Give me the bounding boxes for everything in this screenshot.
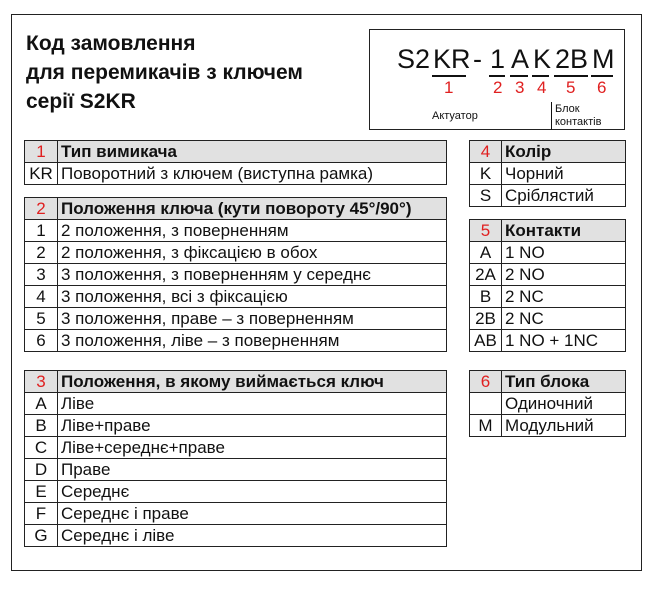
code-index-5: 5 [566,78,576,97]
option-description: 2 NC [502,286,626,308]
option-code: 4 [25,286,58,308]
table-row [470,163,626,185]
table-row [25,459,447,481]
option-description: Ліве+праве [58,415,447,437]
table-row [470,308,626,330]
option-description: Одиночний [502,393,626,415]
section-title: Колір [502,141,626,163]
table-key-removal [24,370,447,547]
block-label-line-1: Блок [555,103,580,115]
option-description: Ліве+середнє+праве [58,437,447,459]
table-row [470,264,626,286]
section-number: 6 [470,371,502,393]
actuator-label: Актуатор [432,110,478,122]
code-index-2: 2 [493,78,503,97]
option-code: A [470,242,502,264]
code-color: K [533,44,552,74]
option-code: D [25,459,58,481]
code-index-3: 3 [515,78,525,97]
table-row [25,163,447,185]
table-header [470,220,626,242]
table-key-positions [24,197,447,352]
option-description: 2 NC [502,308,626,330]
code-dash: - [473,44,482,74]
code-block-type: M [592,44,615,74]
option-code: E [25,481,58,503]
option-code: 2 [25,242,58,264]
section-number: 2 [25,198,58,220]
option-code: S [470,185,502,207]
table-row [470,242,626,264]
option-code: 2B [470,308,502,330]
section-number: 3 [25,371,58,393]
option-description: 3 положення, праве – з поверненням [58,308,447,330]
code-index-6: 6 [597,78,607,97]
table-header [470,371,626,393]
table-switch-type [24,140,447,185]
table-row [470,185,626,207]
section-number: 1 [25,141,58,163]
option-description: Модульний [502,415,626,437]
option-description: Середнє і праве [58,503,447,525]
option-code: F [25,503,58,525]
order-code-box [369,29,625,130]
title-line-1: Код замовлення [26,32,196,55]
table-row [25,393,447,415]
option-code: B [470,286,502,308]
option-description: 2 NO [502,264,626,286]
option-code: K [470,163,502,185]
section-number: 4 [470,141,502,163]
option-code: A [25,393,58,415]
option-description: 2 положення, з фіксацією в обох [58,242,447,264]
table-row [25,481,447,503]
option-description: 3 положення, всі з фіксацією [58,286,447,308]
title-line-2: для перемикачів з ключем [26,61,303,84]
code-divider [551,102,552,130]
table-row [470,330,626,352]
option-description: 3 положення, ліве – з поверненням [58,330,447,352]
table-color [469,140,626,207]
code-key-removal: A [511,44,530,74]
option-description: Середнє і ліве [58,525,447,547]
option-description: Праве [58,459,447,481]
table-row [25,308,447,330]
option-description: 3 положення, з поверненням у середнє [58,264,447,286]
table-row [25,242,447,264]
option-description: Середнє [58,481,447,503]
option-description: Ліве [58,393,447,415]
table-header [25,371,447,393]
option-description: 1 NO [502,242,626,264]
table-header [25,198,447,220]
option-description: 2 положення, з поверненням [58,220,447,242]
option-description: Сріблястий [502,185,626,207]
table-row [25,415,447,437]
table-row [470,415,626,437]
table-row [25,264,447,286]
code-prefix: S2 [397,44,431,74]
option-code: KR [25,163,58,185]
option-code: G [25,525,58,547]
table-row [25,525,447,547]
section-title: Контакти [502,220,626,242]
option-code: 1 [25,220,58,242]
code-index-1: 1 [444,78,454,97]
code-contacts: 2B [555,44,589,74]
section-title: Тип блока [502,371,626,393]
table-row [25,437,447,459]
table-row [25,503,447,525]
option-code: 5 [25,308,58,330]
code-actuator: KR [433,44,471,74]
option-description: Чорний [502,163,626,185]
option-code [470,393,502,415]
section-title: Тип вимикача [58,141,447,163]
option-code: C [25,437,58,459]
section-number: 5 [470,220,502,242]
table-header [25,141,447,163]
code-index-4: 4 [537,78,547,97]
option-code: B [25,415,58,437]
block-label-line-2: контактів [555,116,602,128]
code-position: 1 [490,44,506,74]
table-row [470,286,626,308]
option-description: Поворотний з ключем (виступна рамка) [58,163,447,185]
title-line-3: серії S2KR [26,90,136,113]
section-title: Положення, в якому виймається ключ [58,371,447,393]
document-title [26,29,303,116]
table-block-type [469,370,626,437]
section-title: Положення ключа (кути повороту 45°/90°) [58,198,447,220]
table-row [25,330,447,352]
option-code: 3 [25,264,58,286]
option-code: 6 [25,330,58,352]
option-description: 1 NO + 1NC [502,330,626,352]
table-row [25,220,447,242]
option-code: AB [470,330,502,352]
table-row [470,393,626,415]
option-code: 2A [470,264,502,286]
option-code: M [470,415,502,437]
table-header [470,141,626,163]
table-row [25,286,447,308]
table-contacts [469,219,626,352]
